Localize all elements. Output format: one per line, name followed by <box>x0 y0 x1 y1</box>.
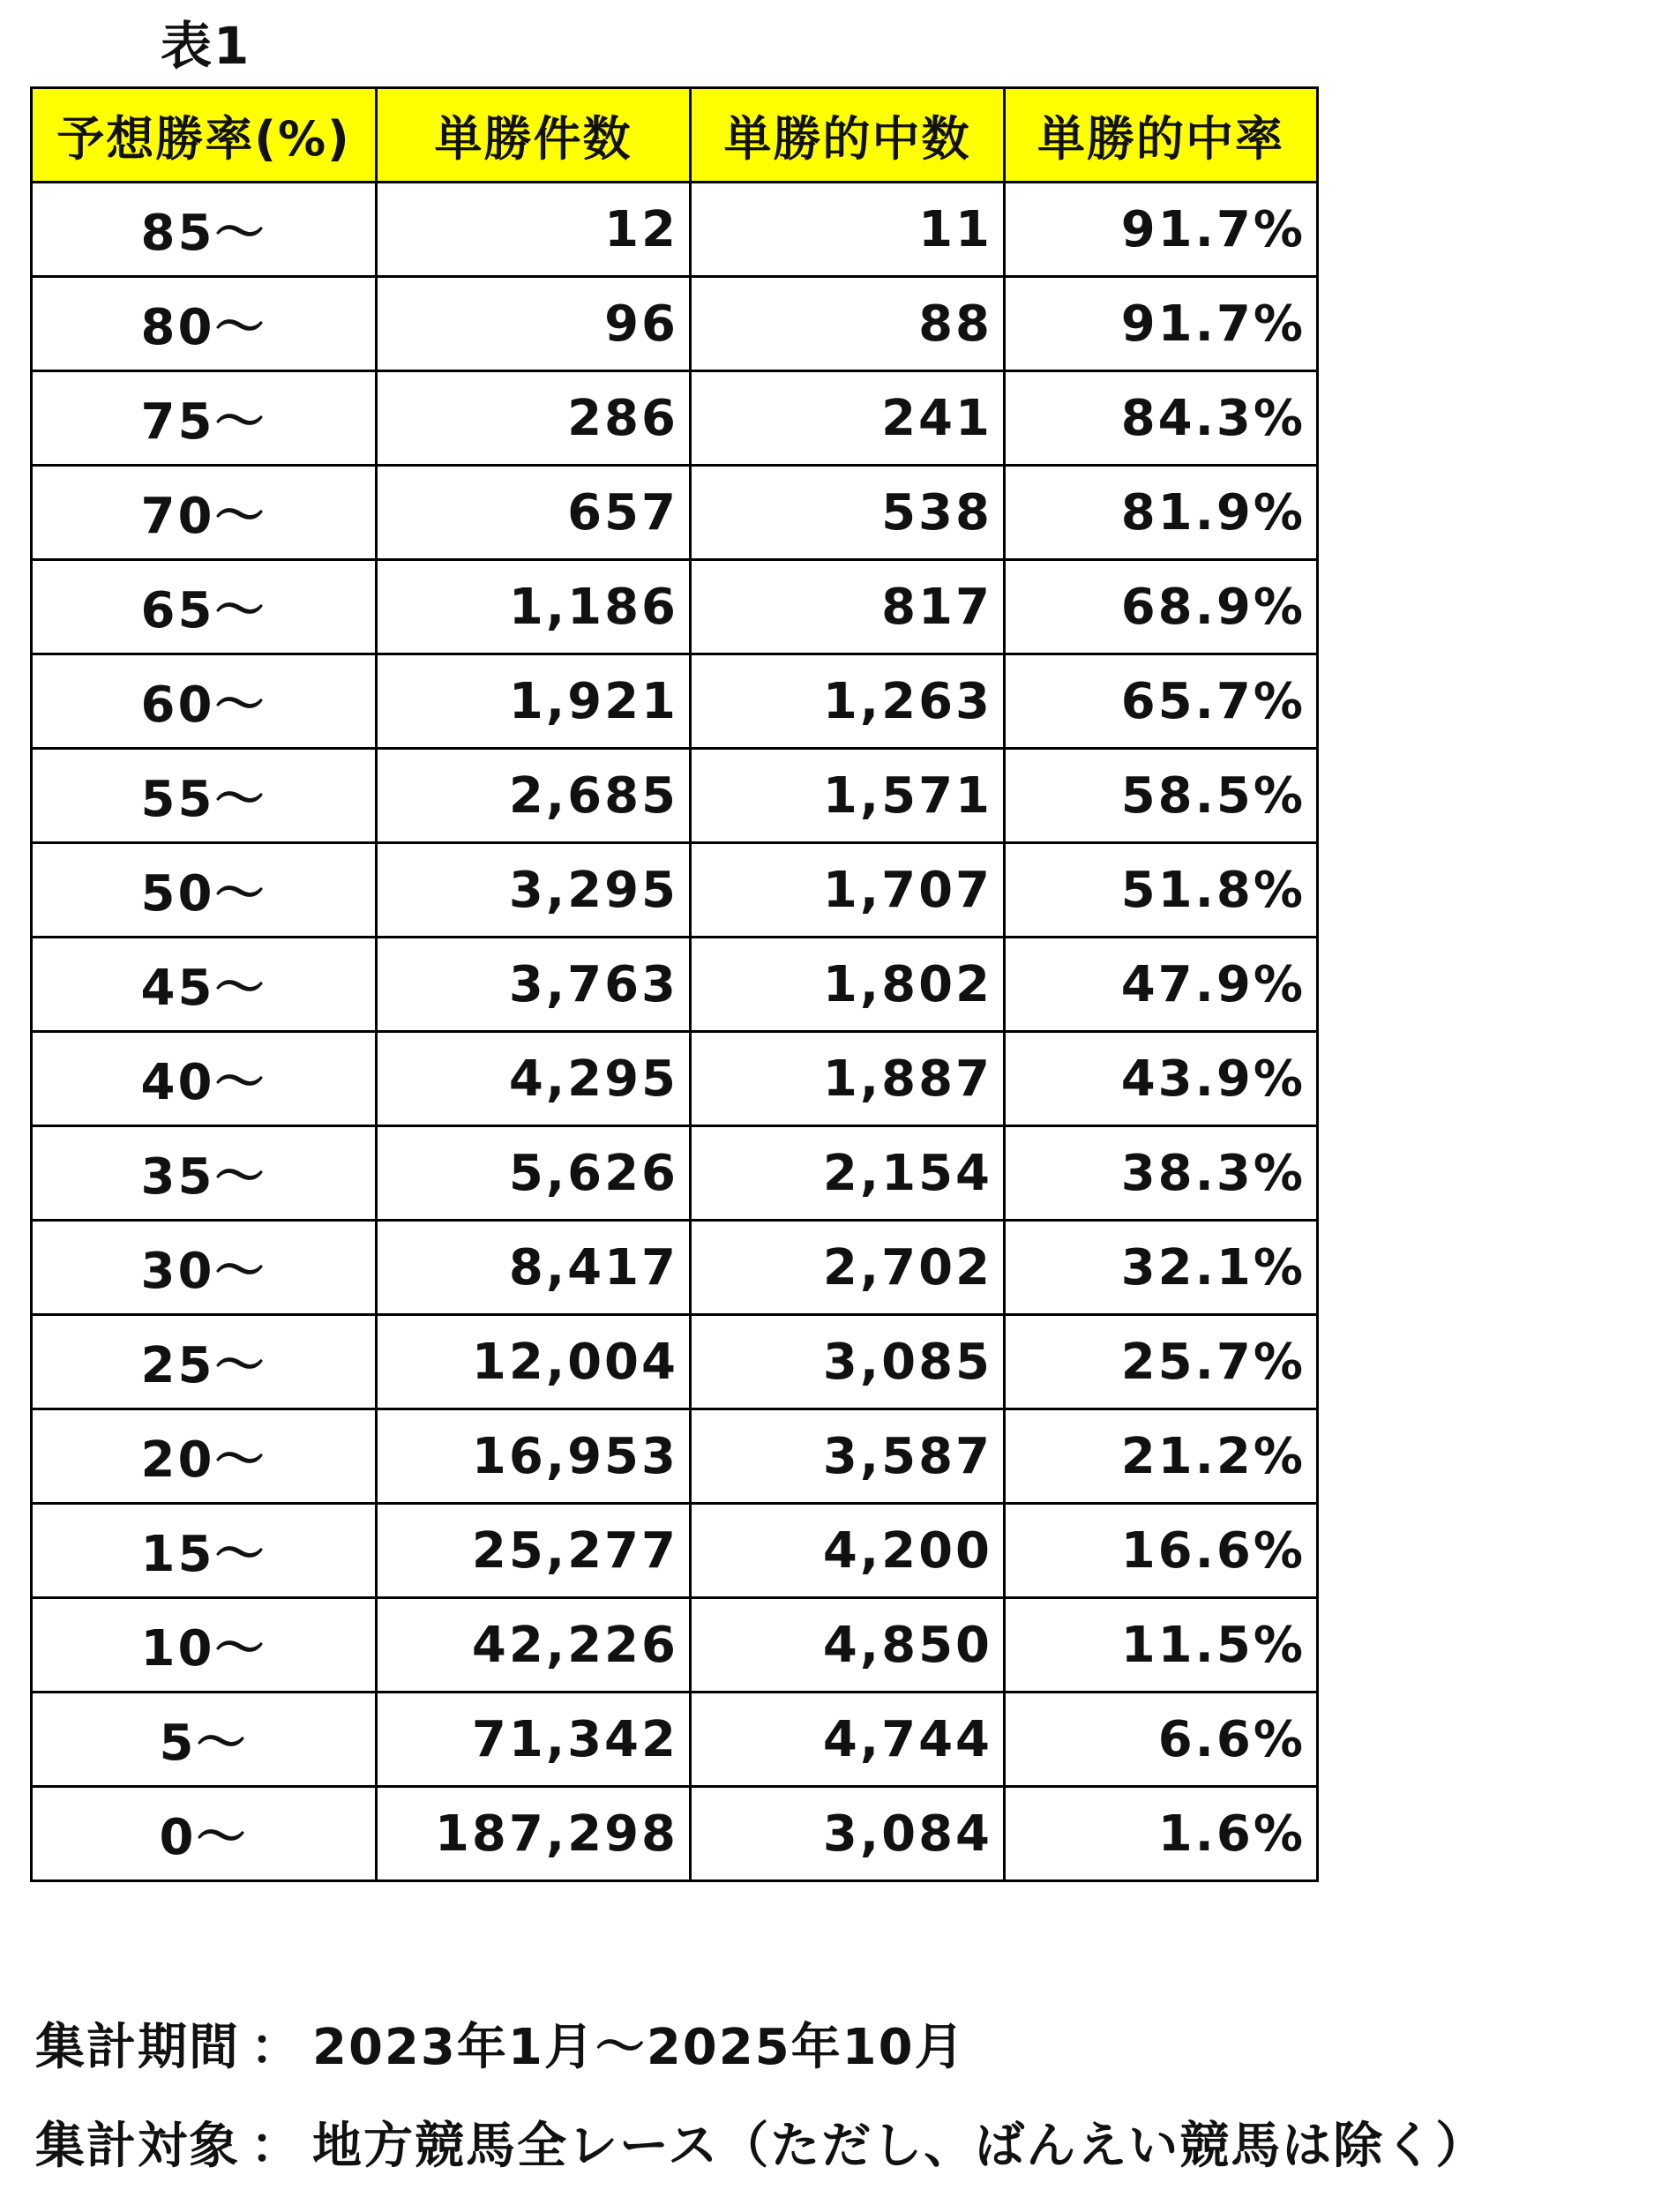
win-hit-rate-cell: 32.1% <box>1005 1221 1318 1315</box>
win-hit-count-cell: 2,154 <box>691 1126 1005 1221</box>
win-hit-rate-cell: 81.9% <box>1005 466 1318 560</box>
win-bet-count-cell: 1,921 <box>377 654 691 749</box>
range-cell: 55～ <box>32 749 377 843</box>
win-hit-count-cell: 538 <box>691 466 1005 560</box>
win-hit-rate-cell: 68.9% <box>1005 560 1318 654</box>
range-cell: 80～ <box>32 277 377 371</box>
range-cell: 40～ <box>32 1032 377 1126</box>
win-hit-count-cell: 1,887 <box>691 1032 1005 1126</box>
range-cell: 0～ <box>32 1787 377 1881</box>
win-bet-count-cell: 187,298 <box>377 1787 691 1881</box>
period-separator: ： <box>251 2019 302 2076</box>
win-bet-count-cell: 12 <box>377 183 691 277</box>
range-cell: 45～ <box>32 938 377 1032</box>
win-hit-rate-cell: 11.5% <box>1005 1598 1318 1693</box>
header-win-hit-count: 単勝的中数 <box>691 88 1005 183</box>
win-rate-table <box>30 86 1319 1882</box>
win-hit-count-cell: 3,084 <box>691 1787 1005 1881</box>
win-hit-rate-cell: 1.6% <box>1005 1787 1318 1881</box>
win-bet-count-cell: 657 <box>377 466 691 560</box>
table-row <box>32 938 1318 1032</box>
aggregation-target <box>35 2111 1486 2182</box>
header-predicted-win-rate: 予想勝率(%) <box>32 88 377 183</box>
table-row <box>32 1409 1318 1504</box>
win-hit-count-cell: 4,200 <box>691 1504 1005 1598</box>
win-hit-count-cell: 4,744 <box>691 1693 1005 1787</box>
win-hit-rate-cell: 16.6% <box>1005 1504 1318 1598</box>
header-row <box>32 88 1318 183</box>
period-label: 集計期間 <box>35 2019 240 2076</box>
range-cell: 30～ <box>32 1221 377 1315</box>
win-hit-count-cell: 4,850 <box>691 1598 1005 1693</box>
win-hit-count-cell: 1,571 <box>691 749 1005 843</box>
win-hit-count-cell: 2,702 <box>691 1221 1005 1315</box>
win-bet-count-cell: 3,763 <box>377 938 691 1032</box>
table-row <box>32 1126 1318 1221</box>
table-row <box>32 560 1318 654</box>
win-hit-count-cell: 1,802 <box>691 938 1005 1032</box>
target-value: 地方競馬全レース（ただし、ばんえい競馬は除く） <box>312 2118 1487 2175</box>
table-row <box>32 1504 1318 1598</box>
win-hit-count-cell: 1,707 <box>691 843 1005 938</box>
win-bet-count-cell: 16,953 <box>377 1409 691 1504</box>
win-hit-rate-cell: 6.6% <box>1005 1693 1318 1787</box>
win-bet-count-cell: 2,685 <box>377 749 691 843</box>
win-hit-rate-cell: 91.7% <box>1005 183 1318 277</box>
table-row <box>32 1598 1318 1693</box>
win-hit-rate-cell: 58.5% <box>1005 749 1318 843</box>
target-separator: ： <box>251 2118 302 2175</box>
range-cell: 75～ <box>32 371 377 466</box>
range-cell: 70～ <box>32 466 377 560</box>
range-cell: 15～ <box>32 1504 377 1598</box>
win-bet-count-cell: 4,295 <box>377 1032 691 1126</box>
win-hit-count-cell: 88 <box>691 277 1005 371</box>
win-hit-rate-cell: 91.7% <box>1005 277 1318 371</box>
win-hit-count-cell: 3,085 <box>691 1315 1005 1409</box>
table-row <box>32 749 1318 843</box>
win-bet-count-cell: 71,342 <box>377 1693 691 1787</box>
table-row <box>32 277 1318 371</box>
win-bet-count-cell: 1,186 <box>377 560 691 654</box>
win-hit-rate-cell: 51.8% <box>1005 843 1318 938</box>
table-row <box>32 843 1318 938</box>
table-row <box>32 371 1318 466</box>
header-win-bet-count: 単勝件数 <box>377 88 691 183</box>
range-cell: 60～ <box>32 654 377 749</box>
win-bet-count-cell: 5,626 <box>377 1126 691 1221</box>
table-title: 表1 <box>161 16 251 76</box>
range-cell: 65～ <box>32 560 377 654</box>
table-row <box>32 1221 1318 1315</box>
range-cell: 20～ <box>32 1409 377 1504</box>
win-hit-count-cell: 11 <box>691 183 1005 277</box>
range-cell: 25～ <box>32 1315 377 1409</box>
win-hit-count-cell: 817 <box>691 560 1005 654</box>
period-value: 2023年1月～2025年10月 <box>312 2019 966 2076</box>
win-hit-rate-cell: 21.2% <box>1005 1409 1318 1504</box>
win-hit-rate-cell: 25.7% <box>1005 1315 1318 1409</box>
range-cell: 35～ <box>32 1126 377 1221</box>
aggregation-period <box>35 2013 966 2083</box>
win-bet-count-cell: 42,226 <box>377 1598 691 1693</box>
target-label: 集計対象 <box>35 2118 240 2175</box>
win-bet-count-cell: 25,277 <box>377 1504 691 1598</box>
win-hit-count-cell: 1,263 <box>691 654 1005 749</box>
win-bet-count-cell: 8,417 <box>377 1221 691 1315</box>
win-hit-count-cell: 241 <box>691 371 1005 466</box>
table-row <box>32 1693 1318 1787</box>
table-row <box>32 1032 1318 1126</box>
win-hit-count-cell: 3,587 <box>691 1409 1005 1504</box>
table-row <box>32 183 1318 277</box>
range-cell: 10～ <box>32 1598 377 1693</box>
win-bet-count-cell: 96 <box>377 277 691 371</box>
table-body <box>32 183 1318 1881</box>
table-row <box>32 1787 1318 1881</box>
range-cell: 85～ <box>32 183 377 277</box>
range-cell: 50～ <box>32 843 377 938</box>
table-row <box>32 466 1318 560</box>
range-cell: 5～ <box>32 1693 377 1787</box>
header-win-hit-rate: 単勝的中率 <box>1005 88 1318 183</box>
table-row <box>32 654 1318 749</box>
win-hit-rate-cell: 84.3% <box>1005 371 1318 466</box>
table-row <box>32 1315 1318 1409</box>
win-bet-count-cell: 286 <box>377 371 691 466</box>
win-bet-count-cell: 12,004 <box>377 1315 691 1409</box>
win-hit-rate-cell: 38.3% <box>1005 1126 1318 1221</box>
win-hit-rate-cell: 43.9% <box>1005 1032 1318 1126</box>
win-bet-count-cell: 3,295 <box>377 843 691 938</box>
win-hit-rate-cell: 47.9% <box>1005 938 1318 1032</box>
win-hit-rate-cell: 65.7% <box>1005 654 1318 749</box>
